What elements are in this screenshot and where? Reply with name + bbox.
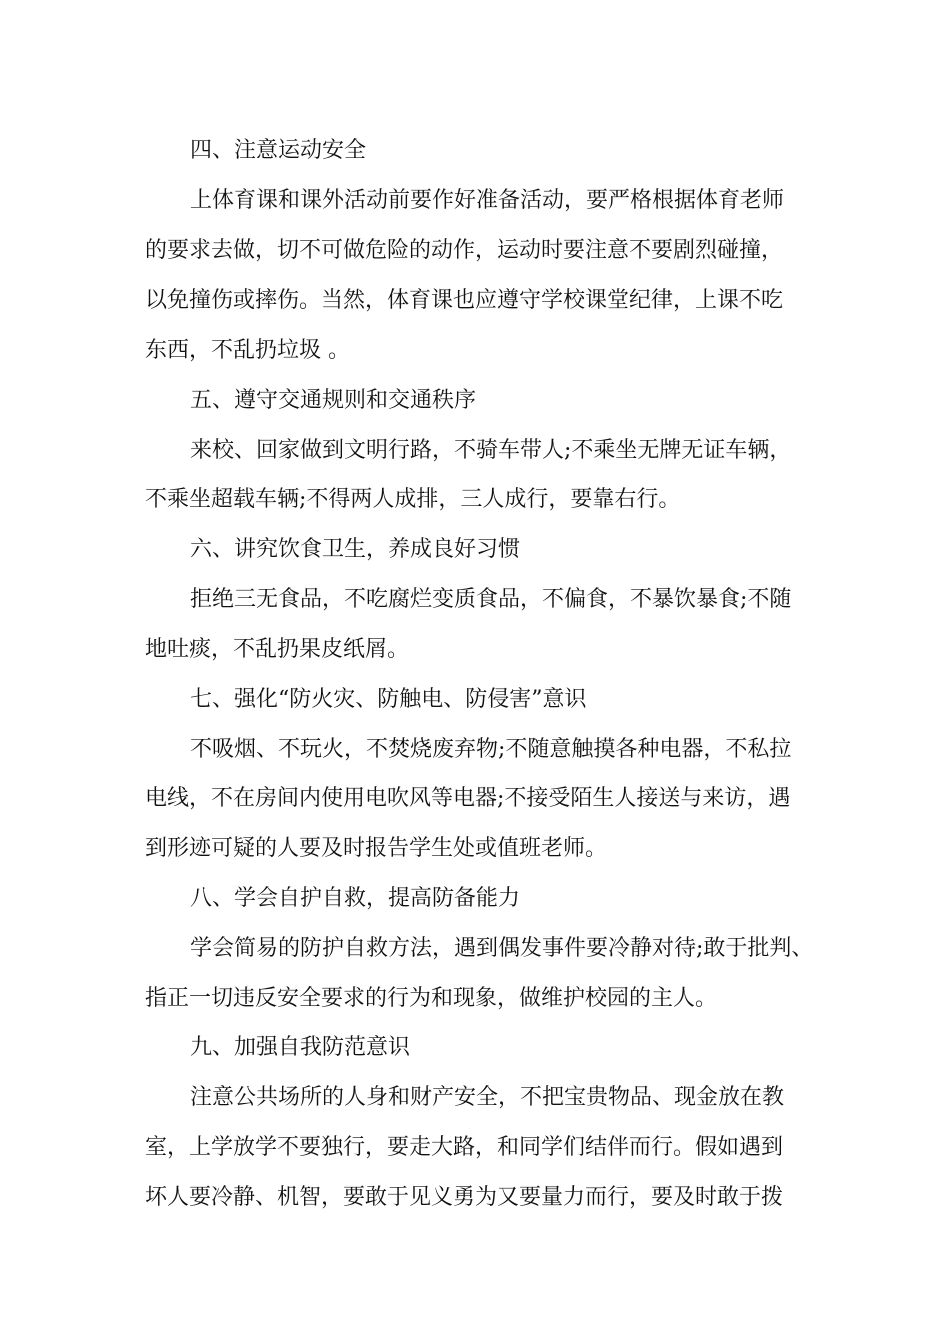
section-heading-4: 四、注意运动安全: [190, 138, 367, 163]
paragraph-line: 地吐痰，不乱扔果皮纸屑。: [145, 637, 410, 662]
paragraph-line: 拒绝三无食品，不吃腐烂变质食品，不偏食，不暴饮暴食;不随: [190, 587, 792, 612]
paragraph-line: 学会简易的防护自救方法，遇到偶发事件要冷静对待;敢于批判、: [190, 936, 814, 961]
paragraph-line: 不吸烟、不玩火，不焚烧废弃物;不随意触摸各种电器，不私拉: [190, 737, 792, 762]
section-heading-7: 七、强化“防火灾、防触电、防侵害”意识: [190, 687, 587, 712]
paragraph-line: 不乘坐超载车辆;不得两人成排，三人成行，要靠右行。: [145, 487, 681, 512]
paragraph-line: 指正一切违反安全要求的行为和现象，做维护校园的主人。: [145, 986, 718, 1011]
paragraph-line: 到形迹可疑的人要及时报告学生处或值班老师。: [145, 836, 608, 861]
paragraph-line: 以免撞伤或摔伤。当然，体育课也应遵守学校课堂纪律，上课不吃: [145, 288, 784, 313]
paragraph-line: 电线，不在房间内使用电吹风等电器;不接受陌生人接送与来访，遇: [145, 786, 791, 811]
section-heading-8: 八、学会自护自救，提高防备能力: [190, 886, 521, 911]
paragraph-line: 注意公共场所的人身和财产安全，不把宝贵物品、现金放在教: [190, 1085, 785, 1110]
section-heading-9: 九、加强自我防范意识: [190, 1035, 411, 1060]
paragraph-line: 室，上学放学不要独行，要走大路，和同学们结伴而行。假如遇到: [145, 1135, 784, 1160]
section-heading-6: 六、讲究饮食卫生，养成良好习惯: [190, 537, 521, 562]
paragraph-line: 上体育课和课外活动前要作好准备活动，要严格根据体育老师: [190, 188, 785, 213]
paragraph-line: 来校、回家做到文明行路，不骑车带人;不乘坐无牌无证车辆，: [190, 438, 792, 463]
paragraph-line: 东西，不乱扔垃圾 。: [145, 338, 350, 363]
section-heading-5: 五、遵守交通规则和交通秩序: [190, 388, 477, 413]
paragraph-line: 坏人要冷静、机智，要敢于见义勇为又要量力而行，要及时敢于拨: [145, 1185, 784, 1210]
paragraph-line: 的要求去做，切不可做危险的动作，运动时要注意不要剧烈碰撞，: [145, 238, 784, 263]
